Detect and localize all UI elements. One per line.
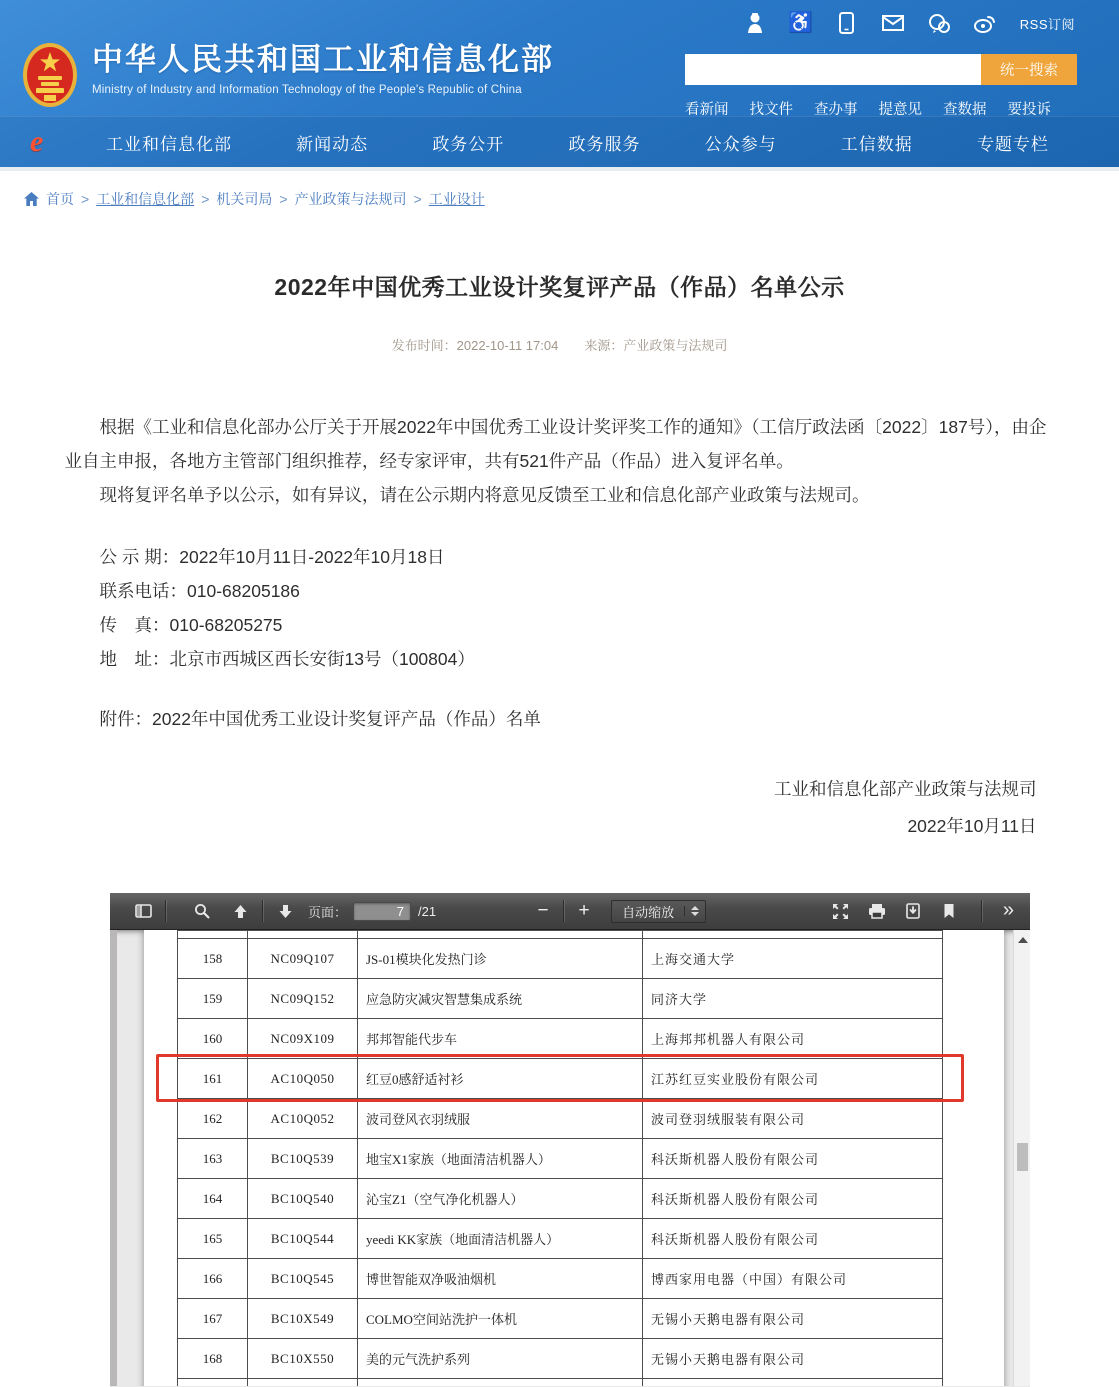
table-row: [178, 1059, 943, 1099]
cell-product: 美的元气洗护系列: [358, 1339, 643, 1379]
cell-product: 波司登风衣羽绒服: [358, 1099, 643, 1139]
cell-company: 科沃斯机器人股份有限公司: [643, 1179, 943, 1219]
cell-no: 166: [178, 1259, 248, 1299]
nav-item-special-topics[interactable]: 专题专栏: [976, 134, 1049, 154]
source-label: 来源：: [584, 338, 624, 353]
cell-code: NC09X109: [248, 1019, 358, 1059]
cell-company: 波司登羽绒服装有限公司: [643, 1099, 943, 1139]
nav-item-data[interactable]: 工信数据: [840, 134, 913, 154]
pdf-table: [177, 930, 943, 1386]
nav-item-participation[interactable]: 公众参与: [704, 134, 777, 154]
quick-link-news[interactable]: 看新闻: [685, 102, 729, 118]
cell-code: BC10X550: [248, 1339, 358, 1379]
cell-company: 博西家用电器（中国）有限公司: [643, 1259, 943, 1299]
breadcrumb-separator: >: [81, 191, 90, 207]
search-input[interactable]: [685, 54, 981, 85]
bookmark-icon[interactable]: [936, 898, 962, 924]
cell-company: 上海交通大学: [643, 939, 943, 979]
mascot-icon[interactable]: [744, 12, 766, 34]
find-icon[interactable]: [189, 898, 215, 924]
search-area: [685, 54, 1077, 119]
cell-product: COLMO空间站洗护一体机: [358, 1299, 643, 1339]
pdf-view-area: [110, 930, 1030, 1386]
mobile-icon[interactable]: [836, 12, 858, 34]
cell-product: 博世智能双净吸油烟机: [358, 1259, 643, 1299]
presentation-mode-icon[interactable]: [828, 898, 854, 924]
breadcrumb-industrial-design[interactable]: 工业设计: [428, 191, 485, 207]
cell-no: 162: [178, 1099, 248, 1139]
publish-time-value: 2022-10-11 17:04: [456, 338, 559, 353]
contact-phone-line: 联系电话：010-68205186: [99, 581, 300, 601]
accessibility-icon[interactable]: ♿: [788, 12, 814, 34]
nav-item-miit[interactable]: 工业和信息化部: [106, 134, 232, 154]
sidebar-toggle-icon[interactable]: [130, 898, 156, 924]
cell-company: 科沃斯机器人股份有限公司: [643, 1139, 943, 1179]
cell-code: NC09Q152: [248, 979, 358, 1019]
nav-item-news[interactable]: 新闻动态: [296, 134, 369, 154]
zoom-mode-value: 自动缩放: [622, 904, 675, 920]
pdf-scrollbar[interactable]: [1013, 930, 1030, 1386]
table-row-partial: [178, 1379, 943, 1387]
paragraph: 现将复评名单予以公示，如有异议，请在公示期内将意见反馈至工业和信息化部产业政策与法规司。: [99, 485, 870, 505]
table-row: [178, 1339, 943, 1379]
header-utility-bar: [744, 12, 1075, 34]
zoom-out-icon[interactable]: −: [537, 900, 549, 921]
page-up-icon[interactable]: [227, 898, 253, 924]
cell-product: 地宝X1家族（地面清洁机器人）: [358, 1139, 643, 1179]
paragraph: 根据《工业和信息化部办公厅关于开展2022年中国优秀工业设计奖评奖工作的通知》（工信厅政法函〔2022〕187号），由企业自主申报，各地方主管部门组织推荐，经专家评审，共有521件产品（作品）进入复评名单。: [64, 417, 1047, 471]
main-nav: [0, 116, 1119, 167]
page-down-icon[interactable]: [272, 898, 298, 924]
signature-block: [65, 771, 1055, 845]
cell-product: yeedi KK家族（地面清洁机器人）: [358, 1219, 643, 1259]
quick-link-files[interactable]: 找文件: [749, 102, 793, 118]
table-row: [178, 1179, 943, 1219]
table-row: [178, 1099, 943, 1139]
home-icon[interactable]: [24, 192, 39, 206]
breadcrumb-miit[interactable]: 工业和信息化部: [96, 191, 195, 207]
cell-product: 应急防灾减灾智慧集成系统: [358, 979, 643, 1019]
cell-code: AC10Q052: [248, 1099, 358, 1139]
cell-no: 159: [178, 979, 248, 1019]
quick-link-data[interactable]: 查数据: [943, 102, 987, 118]
article: [65, 269, 1055, 845]
cell-code: BC10Q545: [248, 1259, 358, 1299]
cell-product: 红豆0感舒适衬衫: [358, 1059, 643, 1099]
quick-link-complaints[interactable]: 要投诉: [1007, 102, 1051, 118]
cell-company: 江苏红豆实业股份有限公司: [643, 1059, 943, 1099]
divider: [165, 900, 166, 922]
cell-company: 科沃斯机器人股份有限公司: [643, 1219, 943, 1259]
table-row: [178, 1019, 943, 1059]
publicity-period-line: 公 示 期：2022年10月11日-2022年10月18日: [99, 547, 445, 567]
fax-line: 传 真：010-68205275: [99, 615, 283, 635]
cell-code: NC09Q107: [248, 939, 358, 979]
cell-code: BC10Q540: [248, 1179, 358, 1219]
breadcrumb-separator: >: [413, 191, 422, 207]
page-number-label: 页面：: [308, 904, 348, 920]
divider: [563, 900, 564, 922]
breadcrumb: [0, 171, 1119, 225]
cell-no: 161: [178, 1059, 248, 1099]
cell-code: BC10Q544: [248, 1219, 358, 1259]
cell-company: 同济大学: [643, 979, 943, 1019]
quick-link-services[interactable]: 查办事: [814, 102, 858, 118]
rss-subscribe-link[interactable]: RSS订阅: [1019, 16, 1075, 32]
article-body: [65, 410, 1055, 512]
page-number-input[interactable]: [353, 902, 411, 921]
page-title: 2022年中国优秀工业设计奖复评产品（作品）名单公示: [274, 274, 845, 300]
table-row: [178, 1139, 943, 1179]
cell-no: 160: [178, 1019, 248, 1059]
cell-product: JS-01模块化发热门诊: [358, 939, 643, 979]
cell-no: 158: [178, 939, 248, 979]
divider: [262, 900, 263, 922]
national-emblem-icon: [22, 42, 78, 108]
publish-time-label: 发布时间：: [391, 338, 457, 353]
contact-info-block: [65, 540, 1055, 676]
cell-no: 165: [178, 1219, 248, 1259]
breadcrumb-departments[interactable]: 机关司局: [216, 191, 273, 207]
breadcrumb-policy-dept[interactable]: 产业政策与法规司: [294, 191, 407, 207]
table-row: [178, 1299, 943, 1339]
scroll-up-icon[interactable]: [1018, 937, 1028, 943]
print-icon[interactable]: [864, 898, 890, 924]
select-arrows-icon: [684, 906, 705, 916]
cell-no: 163: [178, 1139, 248, 1179]
pdf-view-edge: [110, 930, 117, 1386]
cell-no: 164: [178, 1179, 248, 1219]
scrollbar-thumb[interactable]: [1017, 1143, 1028, 1171]
download-icon[interactable]: [900, 898, 926, 924]
cell-code: BC10X549: [248, 1299, 358, 1339]
site-logo[interactable]: [22, 42, 554, 108]
pdf-table-body: [178, 939, 943, 1379]
cell-code: BC10Q539: [248, 1139, 358, 1179]
breadcrumb-separator: >: [279, 191, 288, 207]
page-total: /21: [418, 903, 437, 919]
site-title: 中华人民共和国工业和信息化部: [92, 42, 554, 77]
zoom-in-icon[interactable]: +: [578, 900, 590, 921]
source-value: 产业政策与法规司: [623, 338, 728, 353]
cell-product: 邦邦智能代步车: [358, 1019, 643, 1059]
weibo-icon[interactable]: [974, 12, 996, 34]
mail-icon[interactable]: [882, 12, 904, 34]
cell-company: 上海邦邦机器人有限公司: [643, 1019, 943, 1059]
article-meta: [65, 335, 1055, 354]
cell-product: 沁宝Z1（空气净化机器人）: [358, 1179, 643, 1219]
breadcrumb-home[interactable]: 首页: [46, 191, 74, 207]
breadcrumb-separator: >: [201, 191, 210, 207]
wechat-icon[interactable]: [928, 12, 950, 34]
table-row: [178, 1259, 943, 1299]
attachment-line[interactable]: 附件：2022年中国优秀工业设计奖复评产品（作品）名单: [99, 709, 541, 729]
table-row: [178, 979, 943, 1019]
nav-item-gov-services[interactable]: 政务服务: [568, 134, 641, 154]
table-row-partial: [178, 931, 943, 939]
pdf-toolbar: [110, 893, 1030, 930]
cell-no: 168: [178, 1339, 248, 1379]
pdf-page: [144, 930, 1004, 1386]
cell-no: 167: [178, 1299, 248, 1339]
pdf-viewer: [110, 893, 1030, 1387]
cell-code: AC10Q050: [248, 1059, 358, 1099]
zoom-mode-select[interactable]: [611, 900, 706, 923]
toolbar-more-icon[interactable]: »: [1002, 898, 1014, 921]
signature-org: 工业和信息化部产业政策与法规司: [774, 779, 1037, 799]
site-title-en: Ministry of Industry and Information Technology of the People's Republic of China: [92, 83, 522, 96]
cell-company: 无锡小天鹅电器有限公司: [643, 1299, 943, 1339]
cell-company: 无锡小天鹅电器有限公司: [643, 1339, 943, 1379]
site-header: [0, 0, 1119, 171]
search-button[interactable]: 统一搜索: [981, 54, 1077, 85]
table-row: [178, 939, 943, 979]
signature-date: 2022年10月11日: [907, 816, 1037, 836]
gov-e-logo-icon[interactable]: e: [30, 125, 44, 158]
quick-link-suggestions[interactable]: 提意见: [878, 102, 922, 118]
divider: [981, 900, 982, 922]
nav-item-gov-disclosure[interactable]: 政务公开: [432, 134, 505, 154]
address-line: 地 址：北京市西城区西长安街13号（100804）: [99, 649, 475, 669]
table-row: [178, 1219, 943, 1259]
